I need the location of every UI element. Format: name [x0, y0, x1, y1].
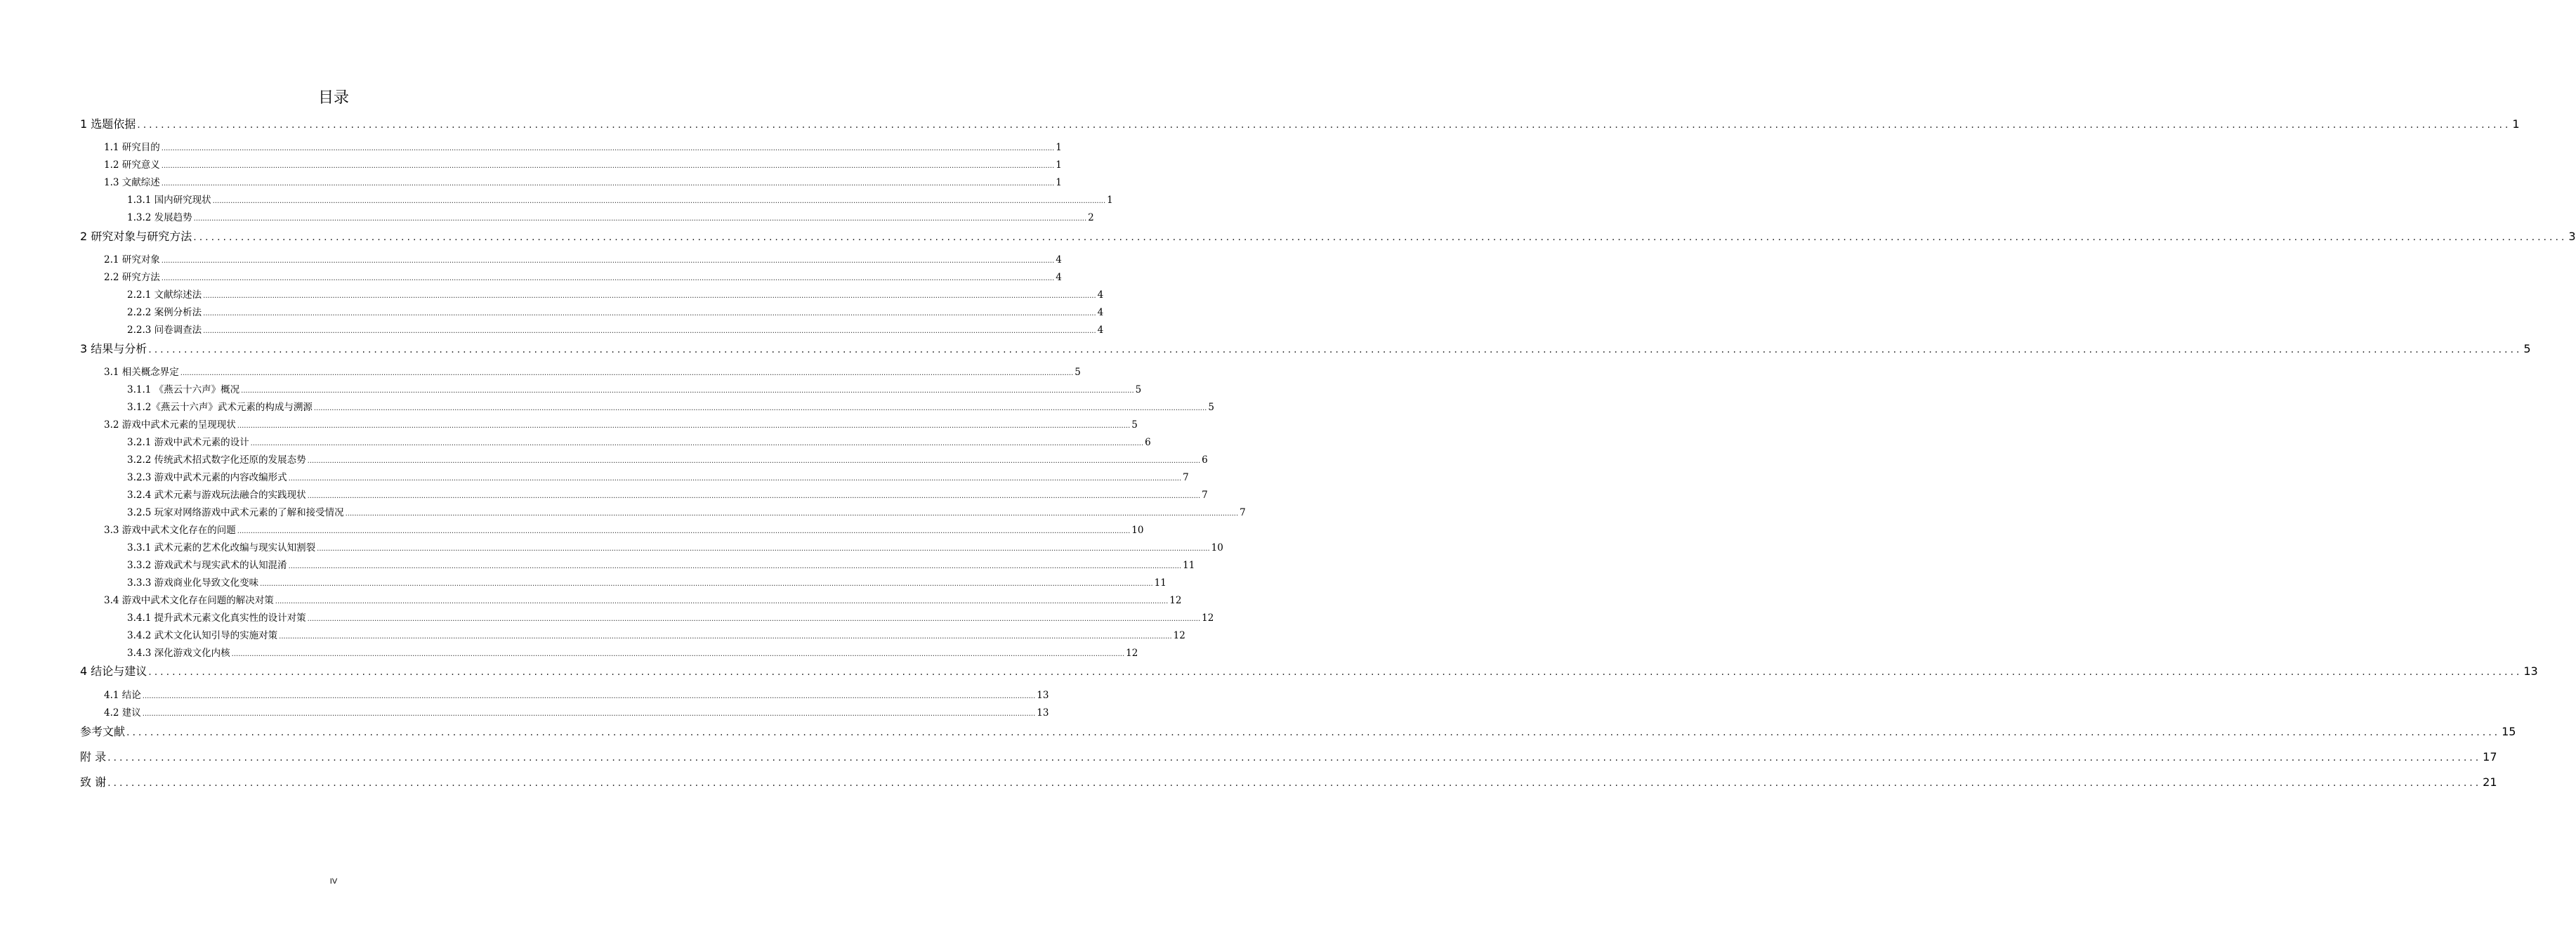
toc-entry[interactable] [104, 140, 1062, 155]
toc-entry-page-number: 13 [2523, 664, 2538, 678]
toc-entry-label: 4 结论与建议 [80, 664, 147, 678]
toc-entry-page-number: 12 [1173, 630, 1185, 641]
toc-entry-page-number: 6 [1202, 454, 1208, 466]
toc-entry-label: 3.2.4 武术元素与游戏玩法融合的实践现状 [127, 490, 306, 501]
dot-leader: ................................................................................................................................................................................................................................................................................................................................................................................................................ [137, 119, 2511, 131]
toc-entry-label: 3.3.1 武术元素的艺术化改编与现实认知割裂 [127, 542, 316, 553]
toc-entry-page-number: 5 [1135, 384, 1142, 395]
toc-entry[interactable] [127, 558, 1195, 572]
toc-entry[interactable] [127, 629, 1185, 643]
toc-entry[interactable] [80, 774, 2497, 791]
dot-leader: ................................................................................................................................................................................................................................................................................................................................................................................................................ [142, 710, 1036, 718]
toc-entry-label: 3.3.2 游戏武术与现实武术的认知混淆 [127, 560, 287, 571]
toc-entry[interactable] [127, 383, 1142, 397]
toc-entry-page-number: 6 [1145, 437, 1151, 448]
toc-entry-page-number: 12 [1202, 612, 1214, 624]
toc-entry-label: 4.2 建议 [104, 707, 141, 719]
dot-leader: ................................................................................................................................................................................................................................................................................................................................................................................................................ [107, 752, 2482, 763]
toc-entry-label: 1.3.1 国内研究现状 [127, 195, 211, 206]
toc-entry-label: 3.4.1 提升武术元素文化真实性的设计对策 [127, 612, 306, 624]
dot-leader: ................................................................................................................................................................................................................................................................................................................................................................................................................ [193, 215, 1087, 223]
dot-leader: ................................................................................................................................................................................................................................................................................................................................................................................................................ [250, 440, 1144, 447]
toc-entry-label: 3.1 相关概念界定 [104, 367, 179, 378]
toc-entry[interactable] [127, 306, 1104, 320]
toc-entry-label: 3.3.3 游戏商业化导致文化变味 [127, 577, 259, 589]
dot-leader: ................................................................................................................................................................................................................................................................................................................................................................................................................ [237, 527, 1131, 535]
toc-entry-page-number: 1 [1056, 159, 1062, 171]
toc-entry[interactable] [104, 253, 1062, 267]
dot-leader: ................................................................................................................................................................................................................................................................................................................................................................................................................ [148, 344, 2523, 355]
toc-entry-label: 3.2 游戏中武术元素的呈现现状 [104, 419, 236, 431]
toc-entry[interactable] [104, 365, 1081, 379]
dot-leader: ................................................................................................................................................................................................................................................................................................................................................................................................................ [241, 387, 1134, 395]
toc-entry[interactable] [127, 453, 1208, 467]
dot-leader: ................................................................................................................................................................................................................................................................................................................................................................................................................ [288, 563, 1182, 570]
toc-entry-page-number: 4 [1056, 254, 1062, 266]
toc-entry[interactable] [104, 523, 1144, 537]
dot-leader: ................................................................................................................................................................................................................................................................................................................................................................................................................ [307, 457, 1201, 465]
dot-leader: ................................................................................................................................................................................................................................................................................................................................................................................................................ [345, 510, 1239, 518]
toc-entry[interactable] [127, 288, 1104, 302]
toc-entry-label: 附 录 [80, 750, 107, 763]
toc-entry-page-number: 5 [1075, 367, 1081, 378]
toc-entry-label: 3.2.2 传统武术招式数字化还原的发展态势 [127, 454, 306, 466]
dot-leader: ................................................................................................................................................................................................................................................................................................................................................................................................................ [317, 545, 1210, 553]
toc-entry[interactable] [104, 594, 1182, 608]
dot-leader: ................................................................................................................................................................................................................................................................................................................................................................................................................ [279, 633, 1172, 641]
toc-entry-label: 致 谢 [80, 775, 107, 789]
toc-title: 目录 [317, 89, 349, 107]
toc-entry-page-number: 11 [1183, 560, 1195, 571]
toc-entry-label: 3.3 游戏中武术文化存在的问题 [104, 525, 236, 536]
dot-leader: ................................................................................................................................................................................................................................................................................................................................................................................................................ [126, 727, 2501, 738]
toc-entry-label: 2.2.1 文献综述法 [127, 289, 202, 301]
toc-entry-page-number: 1 [1107, 195, 1113, 206]
toc-entry[interactable] [80, 341, 2531, 358]
toc-entry-page-number: 13 [1037, 690, 1049, 701]
toc-entry-page-number: 21 [2483, 775, 2497, 789]
toc-entry-label: 3.4.2 武术文化认知引导的实施对策 [127, 630, 278, 641]
toc-entry-label: 3 结果与分析 [80, 342, 147, 355]
dot-leader: ................................................................................................................................................................................................................................................................................................................................................................................................................ [203, 292, 1096, 300]
toc-entry[interactable] [127, 400, 1214, 414]
toc-entry-label: 3.2.1 游戏中武术元素的设计 [127, 437, 249, 448]
dot-leader: ................................................................................................................................................................................................................................................................................................................................................................................................................ [142, 693, 1036, 700]
dot-leader: ................................................................................................................................................................................................................................................................................................................................................................................................................ [203, 310, 1096, 317]
dot-leader: ................................................................................................................................................................................................................................................................................................................................................................................................................ [161, 162, 1055, 170]
dot-leader: ................................................................................................................................................................................................................................................................................................................................................................................................................ [161, 257, 1055, 265]
page-number-footer: IV [329, 877, 338, 886]
toc-entry-label: 参考文献 [80, 725, 126, 738]
dot-leader: ................................................................................................................................................................................................................................................................................................................................................................................................................ [260, 580, 1153, 588]
dot-leader: ................................................................................................................................................................................................................................................................................................................................................................................................................ [148, 667, 2523, 678]
toc-entry-page-number: 7 [1183, 472, 1189, 483]
toc-entry-label: 3.1.1 《燕云十六声》概况 [127, 384, 240, 395]
dot-leader: ................................................................................................................................................................................................................................................................................................................................................................................................................ [203, 327, 1096, 335]
dot-leader: ................................................................................................................................................................................................................................................................................................................................................................................................................ [288, 475, 1182, 483]
dot-leader: ................................................................................................................................................................................................................................................................................................................................................................................................................ [307, 492, 1201, 500]
dot-leader: ................................................................................................................................................................................................................................................................................................................................................................................................................ [275, 598, 1169, 605]
toc-entry-page-number: 5 [1131, 419, 1138, 431]
toc-entry-label: 2.2 研究方法 [104, 272, 160, 283]
dot-leader: ................................................................................................................................................................................................................................................................................................................................................................................................................ [161, 145, 1055, 152]
toc-entry[interactable] [127, 611, 1214, 625]
toc-entry-page-number: 12 [1126, 648, 1138, 659]
toc-entry[interactable] [104, 176, 1062, 190]
toc-entry-label: 1.2 研究意义 [104, 159, 160, 171]
toc-entry-page-number: 5 [2523, 342, 2531, 355]
toc-entry[interactable] [127, 506, 1246, 520]
dot-leader: ................................................................................................................................................................................................................................................................................................................................................................................................................ [107, 778, 2482, 789]
toc-entry-page-number: 1 [1056, 177, 1062, 188]
toc-entry-page-number: 17 [2483, 750, 2497, 763]
dot-leader: ................................................................................................................................................................................................................................................................................................................................................................................................................ [161, 275, 1055, 282]
dot-leader: ................................................................................................................................................................................................................................................................................................................................................................................................................ [313, 405, 1207, 412]
toc-entry-label: 2.2.3 问卷调查法 [127, 324, 202, 336]
dot-leader: ................................................................................................................................................................................................................................................................................................................................................................................................................ [231, 650, 1125, 658]
toc-entry[interactable] [80, 723, 2516, 740]
toc-entry-page-number: 5 [1208, 402, 1214, 413]
toc-entry-label: 3.2.3 游戏中武术元素的内容改编形式 [127, 472, 287, 483]
toc-entry-page-number: 7 [1202, 490, 1208, 501]
dot-leader: ................................................................................................................................................................................................................................................................................................................................................................................................................ [212, 197, 1106, 205]
toc-entry[interactable] [127, 576, 1167, 590]
toc-entry-label: 3.4 游戏中武术文化存在问题的解决对策 [104, 595, 274, 606]
toc-entry-page-number: 1 [2512, 117, 2520, 131]
toc-entry[interactable] [127, 541, 1223, 555]
toc-entry[interactable] [104, 688, 1049, 702]
toc-entry[interactable] [127, 646, 1138, 660]
toc-entry[interactable] [80, 228, 2576, 245]
toc-entry[interactable] [80, 663, 2538, 680]
toc-entry[interactable] [127, 488, 1208, 502]
toc-entry-page-number: 1 [1056, 142, 1062, 153]
toc-entry-page-number: 4 [1097, 307, 1104, 318]
dot-leader: ................................................................................................................................................................................................................................................................................................................................................................................................................ [193, 232, 2568, 243]
toc-entry-page-number: 7 [1240, 507, 1246, 518]
toc-entry[interactable] [127, 211, 1094, 225]
toc-entry-label: 3.4.3 深化游戏文化内核 [127, 648, 230, 659]
toc-entry-page-number: 4 [1097, 324, 1104, 336]
toc-entry[interactable] [127, 323, 1104, 337]
toc-entry-page-number: 4 [1056, 272, 1062, 283]
toc-entry-page-number: 13 [1037, 707, 1049, 719]
toc-entry-label: 3.2.5 玩家对网络游戏中武术元素的了解和接受情况 [127, 507, 344, 518]
toc-entry-page-number: 4 [1097, 289, 1104, 301]
toc-entry-label: 1.1 研究目的 [104, 142, 160, 153]
toc-entry-page-number: 11 [1154, 577, 1167, 589]
toc-entry-page-number: 10 [1211, 542, 1223, 553]
toc-entry-label: 3.1.2《燕云十六声》武术元素的构成与溯源 [127, 402, 313, 413]
toc-entry[interactable] [104, 706, 1049, 720]
toc-entry-page-number: 2 [1088, 212, 1094, 223]
toc-entry[interactable] [104, 418, 1138, 432]
toc-entry-page-number: 3 [2568, 230, 2576, 243]
toc-entry-label: 1.3 文献综述 [104, 177, 160, 188]
dot-leader: ................................................................................................................................................................................................................................................................................................................................................................................................................ [161, 180, 1055, 188]
toc-entry-page-number: 12 [1169, 595, 1182, 606]
toc-entry[interactable] [80, 749, 2497, 766]
toc-entry-page-number: 15 [2502, 725, 2516, 738]
toc-entry[interactable] [127, 471, 1189, 485]
toc-entry-label: 4.1 结论 [104, 690, 141, 701]
toc-entry-label: 2.2.2 案例分析法 [127, 307, 202, 318]
dot-leader: ................................................................................................................................................................................................................................................................................................................................................................................................................ [237, 422, 1131, 430]
toc-entry[interactable] [104, 270, 1062, 284]
toc-entry-page-number: 10 [1131, 525, 1144, 536]
toc-entry-label: 1 选题依据 [80, 117, 136, 131]
toc-entry-label: 2.1 研究对象 [104, 254, 160, 266]
toc-entry[interactable] [127, 435, 1151, 450]
toc-entry-label: 2 研究对象与研究方法 [80, 230, 192, 243]
toc-entry-label: 1.3.2 发展趋势 [127, 212, 192, 223]
toc-entry[interactable] [80, 116, 2520, 133]
toc-entry[interactable] [127, 193, 1113, 207]
dot-leader: ................................................................................................................................................................................................................................................................................................................................................................................................................ [180, 369, 1074, 377]
dot-leader: ................................................................................................................................................................................................................................................................................................................................................................................................................ [307, 615, 1201, 623]
toc-entry[interactable] [104, 158, 1062, 172]
